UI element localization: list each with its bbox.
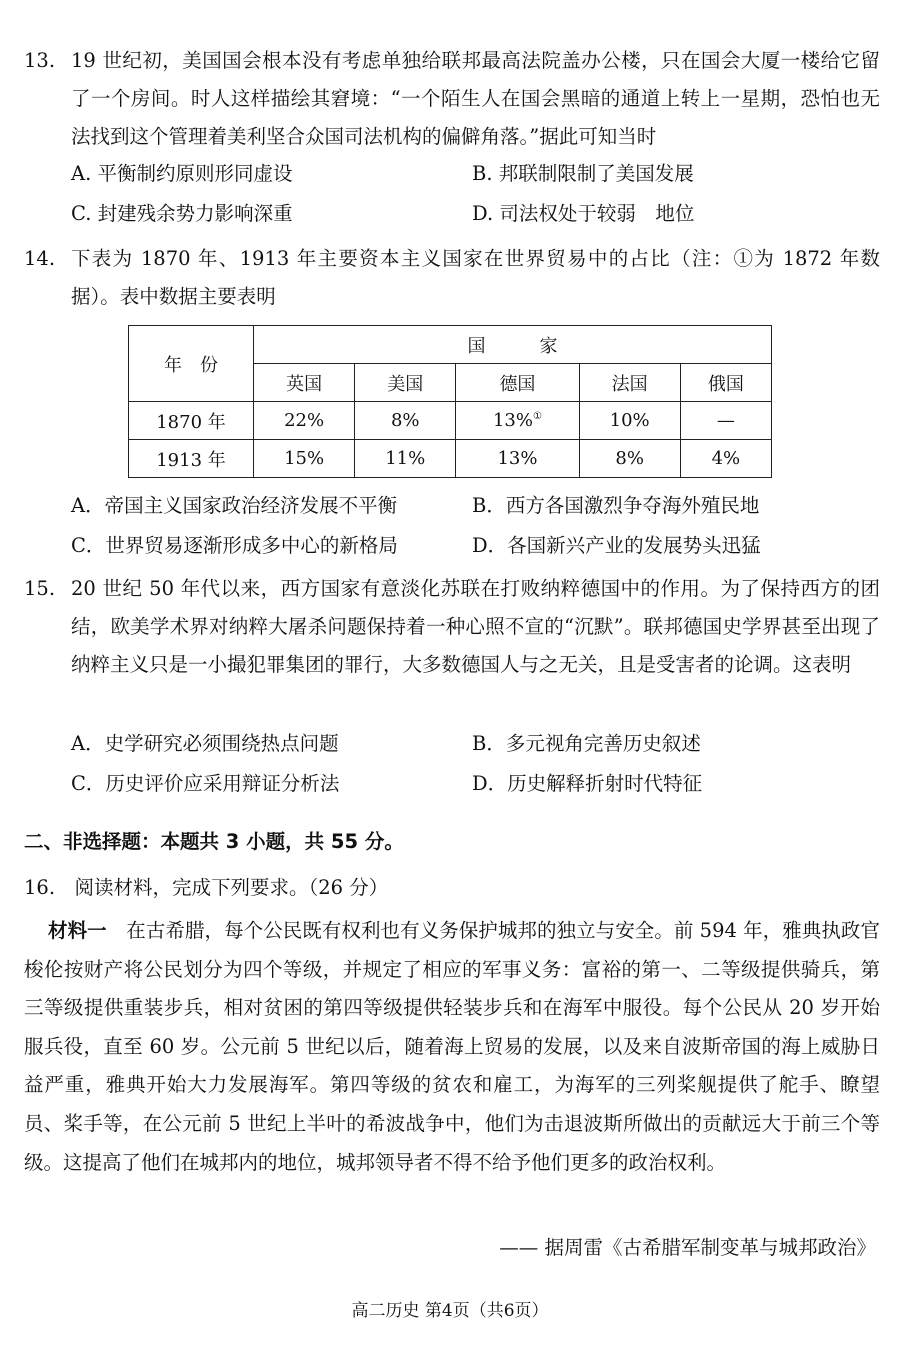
section-heading: 二、非选择题：本题共 3 小题，共 55 分。 — [24, 830, 404, 853]
option-d[interactable]: D．各国新兴产业的发展势头迅猛 — [472, 534, 761, 557]
option-b[interactable]: B．西方各国激烈争夺海外殖民地 — [472, 494, 760, 517]
question-stem: 20 世纪 50 年代以来，西方国家有意淡化苏联在打败纳粹德国中的作用。为了保持西方的团结，欧美学术界对纳粹大屠杀问题保持着一种心照不宣的“沉默”。联邦德国史学界甚至出现了纳粹主义只是一小撮犯罪集团的罪行，大多数德国人与之无关，且是受害者的论调。这表明 — [71, 577, 880, 676]
table-cell — [456, 402, 579, 440]
material-one — [24, 912, 880, 1182]
table-cell: 22% — [254, 402, 355, 440]
table-cell: 4% — [680, 440, 771, 478]
country-header: 俄国 — [680, 364, 771, 402]
material-text: 在古希腊，每个公民既有权利也有义务保护城邦的独立与安全。前 594 年，雅典执政官梭伦按财产将公民划分为四个等级，并规定了相应的军事义务：富裕的第一、二等级提供骑兵，第三等级提供重装步兵，相对贫困的第四等级提供轻装步兵和在海军中服役。每个公民从 20 岁开始服兵役，直至 60 岁。公元前 5 世纪以后，随着海上贸易的发展，以及来自波斯帝国的海上威胁日益严重，雅典开始大力发展海军。第四等级的贫农和雇工，为海军的三列桨舰提供了舵手、瞭望员、桨手等，在公元前 5 世纪上半叶的希波战争中，他们为击退波斯所做出的贡献远大于前三个等级。这提高了他们在城邦内的地位，城邦领导者不得不给予他们更多的政治权利。 — [24, 919, 880, 1174]
cell-value: 13% — [492, 410, 533, 431]
country-header: 德国 — [456, 364, 579, 402]
year-cell: 1913 年 — [129, 440, 254, 478]
option-d[interactable]: D．历史解释折射时代特征 — [472, 772, 703, 795]
question-14 — [24, 240, 880, 316]
option-d[interactable]: D. 司法权处于较弱 地位 — [472, 202, 695, 225]
country-header: 英国 — [254, 364, 355, 402]
material-tag: 材料一 — [48, 919, 107, 942]
question-stem: 19 世纪初，美国国会根本没有考虑单独给联邦最高法院盖办公楼，只在国会大厦一楼给它留了一个房间。时人这样描绘其窘境：“一个陌生人在国会黑暗的通道上转上一星期，恐怕也无法找到这个管理着美利坚合众国司法机构的偏僻角落。”据此可知当时 — [71, 49, 880, 148]
option-b[interactable]: B．多元视角完善历史叙述 — [472, 732, 701, 755]
table-cell: 8% — [579, 440, 680, 478]
question-number: 13. — [24, 49, 56, 72]
option-b[interactable]: B. 邦联制限制了美国发展 — [472, 162, 694, 185]
country-header: 美国 — [355, 364, 456, 402]
question-16-stem: 16. 阅读材料，完成下列要求。（26 分） — [24, 876, 389, 899]
table-cell: 8% — [355, 402, 456, 440]
question-number: 14. — [24, 247, 56, 270]
option-a[interactable]: A. 平衡制约原则形同虚设 — [71, 162, 293, 185]
material-source: —— 据周雷《古希腊军制变革与城邦政治》 — [499, 1236, 876, 1259]
question-stem: 下表为 1870 年、1913 年主要资本主义国家在世界贸易中的占比（注：①为 1872 年数据）。表中数据主要表明 — [71, 247, 880, 308]
table-cell: 11% — [355, 440, 456, 478]
trade-share-table — [128, 325, 772, 478]
question-number: 15. — [24, 577, 56, 600]
question-13 — [24, 42, 880, 156]
table-cell: 10% — [579, 402, 680, 440]
option-c[interactable]: C．历史评价应采用辩证分析法 — [71, 772, 340, 795]
option-c[interactable]: C. 封建残余势力影响深重 — [71, 202, 293, 225]
option-a[interactable]: A．帝国主义国家政治经济发展不平衡 — [71, 494, 398, 517]
table-cell: 13% — [456, 440, 579, 478]
table-cell: — — [680, 402, 771, 440]
table-row — [129, 402, 772, 440]
option-a[interactable]: A．史学研究必须围绕热点问题 — [71, 732, 339, 755]
footnote-mark: ① — [532, 411, 542, 422]
table-row — [129, 440, 772, 478]
year-cell: 1870 年 — [129, 402, 254, 440]
year-header: 年 份 — [129, 326, 254, 402]
table-cell: 15% — [254, 440, 355, 478]
option-c[interactable]: C．世界贸易逐渐形成多中心的新格局 — [71, 534, 398, 557]
country-header: 法国 — [579, 364, 680, 402]
page-footer: 高二历史 第4页（共6页） — [351, 1301, 549, 1321]
question-15 — [24, 570, 880, 684]
country-group-header: 国 家 — [254, 326, 772, 364]
